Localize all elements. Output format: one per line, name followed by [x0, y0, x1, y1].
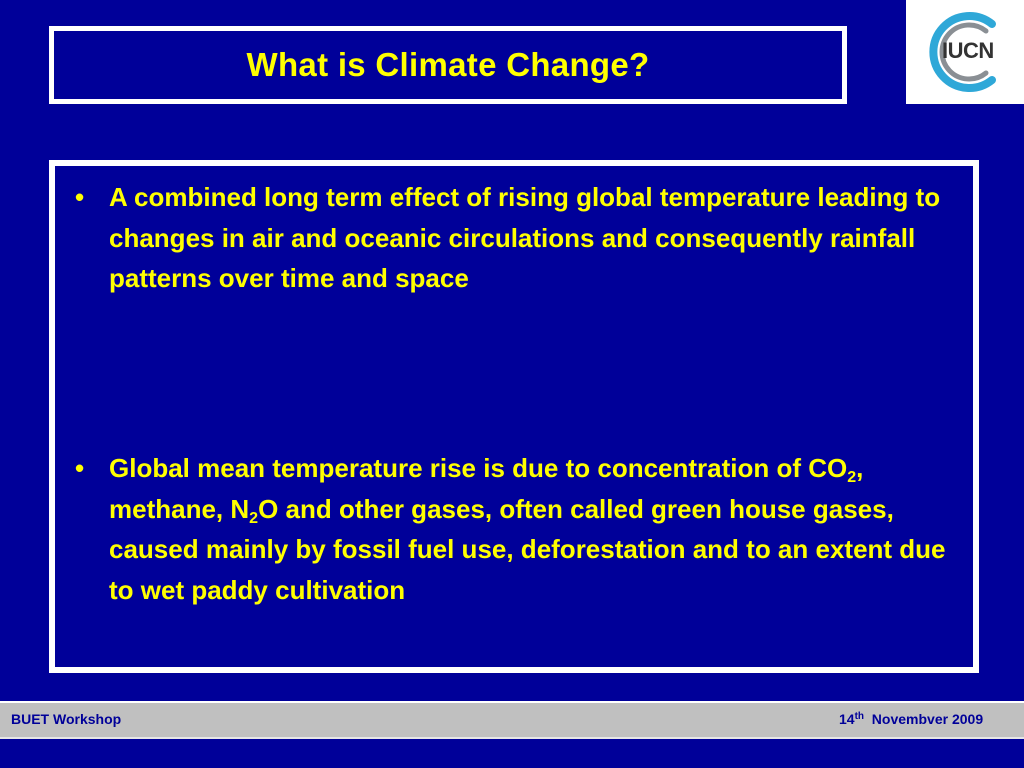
bullet-text: A combined long term effect of rising global temperature leading to changes in air and oceanic circulations and consequently rainfall patterns over time and space [109, 182, 941, 293]
title-frame [49, 26, 847, 104]
bullet-text-part: Global mean temperature rise is due to concentration of CO [109, 453, 848, 483]
footer-date [839, 711, 983, 727]
content-frame [49, 160, 979, 673]
bullet-item [67, 448, 959, 610]
logo-text: IUCN [942, 38, 994, 63]
date-suffix: th [854, 711, 865, 722]
bullet-item [67, 177, 959, 299]
bullet-text-part: O and other gases, often called green house gases, caused mainly by fossil fuel use, deforestation and to an extent due to wet paddy cultivation [109, 493, 946, 605]
subscript: 2 [847, 469, 857, 486]
content-panel [55, 166, 973, 667]
footer-bar [0, 701, 1024, 739]
title-panel [54, 31, 842, 99]
slide-title: What is Climate Change? [246, 46, 650, 83]
footer-event: BUET Workshop [11, 711, 122, 727]
date-rest: Novembver 2009 [864, 711, 984, 727]
date-day: 14 [839, 711, 855, 727]
bullet-marker: • [75, 453, 85, 483]
bullet-marker: • [75, 182, 85, 212]
subscript: 2 [249, 509, 259, 527]
iucn-logo [906, 0, 1024, 104]
bullet-text-part: , methane, N [109, 453, 864, 524]
